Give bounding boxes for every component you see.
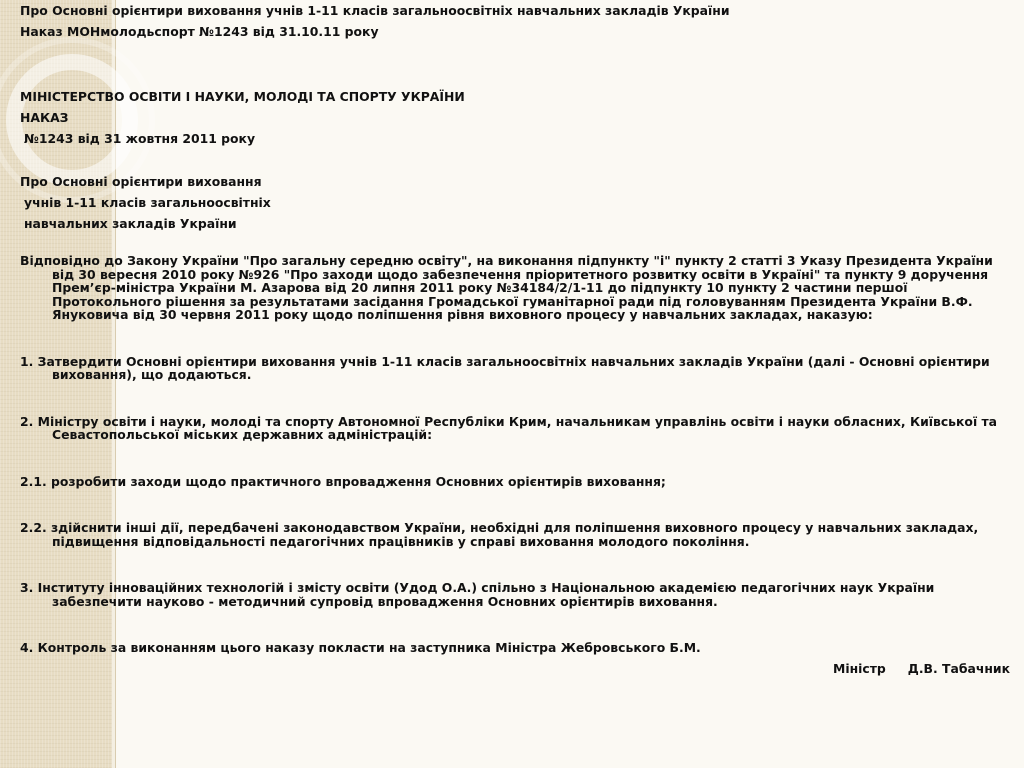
ministry-name: МІНІСТЕРСТВО ОСВІТИ І НАУКИ, МОЛОДІ ТА СПОРТУ УКРАЇНИ <box>20 89 465 104</box>
signature-block <box>20 661 1014 676</box>
order-item-3: 3. Інституту інноваційних технологій і змісту освіти (Удод О.А.) спільно з Національною академією педагогічних наук України забезпечити науково - методичний супровід впровадження Основних орієнтирів виховання. <box>20 580 935 609</box>
order-label: НАКАЗ <box>20 110 69 125</box>
subject-line-3: навчальних закладів України <box>24 216 237 231</box>
header-order-reference: Наказ МОНмолодьспорт №1243 від 31.10.11 року <box>20 24 379 39</box>
document-body <box>20 3 1014 676</box>
subject-line-1: Про Основні орієнтири виховання <box>20 174 262 189</box>
signature-name: Д.В. Табачник <box>907 660 1010 676</box>
signature-title: Міністр <box>833 660 886 676</box>
preamble-paragraph: Відповідно до Закону України "Про загальну середню освіту", на виконання підпункту "і" пункту 2 статті 3 Указу Президента України від 30 вересня 2010 року №926 "Про заходи щодо забезпечення пріоритетного розвитку освіти в Україні" та пункту 9 доручення Прем’єр-міністра України М. Азарова від 20 липня 2011 року №34184/2/1-11 до підпункту 10 пункту 2 частини першої Протокольного рішення за результатами засідання Громадської гуманітарної ради під головуванням Президента України В.Ф. Януковича від 30 червня 2011 року щодо поліпшення рівня виховного процесу у навчальних закладах, наказую: <box>20 253 993 322</box>
subject-line-2: учнів 1-11 класів загальноосвітніх <box>24 195 271 210</box>
order-number: №1243 від 31 жовтня 2011 року <box>24 131 256 146</box>
order-item-2-2: 2.2. здійснити інші дії, передбачені законодавством України, необхідні для поліпшення виховного процесу у навчальних закладах, підвищення відповідальності педагогічних працівників у справі виховання молодого покоління. <box>20 520 979 549</box>
order-item-4: 4. Контроль за виконанням цього наказу покласти на заступника Міністра Жебровського Б.М. <box>20 640 701 655</box>
order-item-2-1: 2.1. розробити заходи щодо практичного впровадження Основних орієнтирів виховання; <box>20 473 666 489</box>
header-title: Про Основні орієнтири виховання учнів 1-11 класів загальноосвітніх навчальних закладів України <box>20 3 730 18</box>
order-item-2: 2. Міністру освіти і науки, молоді та спорту Автономної Республіки Крим, начальникам управлінь освіти і науки обласних, Київської та Севастопольської міських державних адміністрацій: <box>20 413 998 442</box>
order-item-1: 1. Затвердити Основні орієнтири виховання учнів 1-11 класів загальноосвітніх навчальних закладів України (далі - Основні орієнтири виховання), що додаються. <box>20 353 990 382</box>
